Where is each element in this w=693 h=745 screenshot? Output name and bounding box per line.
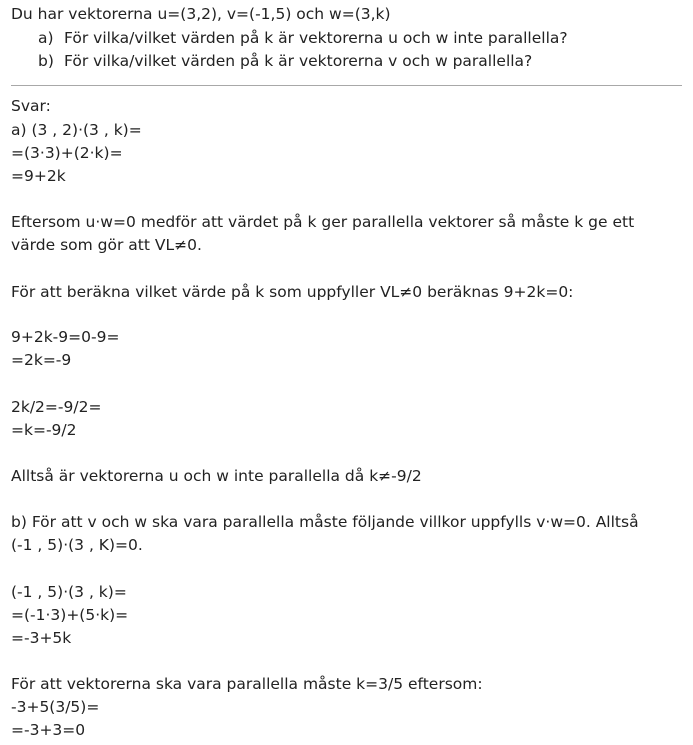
- answer-a-explanation-line: värde som gör att VL≠0.: [11, 236, 202, 254]
- divider: [11, 85, 682, 86]
- answer-a-step-intro: För att beräkna vilket värde på k som uppfyller VL≠0 beräknas 9+2k=0:: [11, 283, 574, 301]
- answer-a-step-line: =k=-9/2: [11, 421, 77, 439]
- answer-b-condition: För att vektorerna ska vara parallella måste k=3/5 eftersom:: [11, 675, 483, 693]
- answer-a-calc-line: a) (3 , 2)·(3 , k)=: [11, 121, 142, 139]
- answer-a-calc-line: =9+2k: [11, 167, 66, 185]
- question-item-a: [38, 26, 568, 50]
- question-item-a-text: För vilka/vilket värden på k är vektorerna u och w inte parallella?: [64, 29, 568, 47]
- question-item-a-marker: a): [38, 29, 54, 47]
- answer-b-calc-line: =(-1·3)+(5·k)=: [11, 606, 129, 624]
- answer-a-step-line: =2k=-9: [11, 351, 72, 369]
- answer-b-intro-line: (-1 , 5)·(3 , K)=0.: [11, 536, 143, 554]
- answer-a-step-line: 9+2k-9=0-9=: [11, 328, 120, 346]
- answer-a-step-line: 2k/2=-9/2=: [11, 398, 102, 416]
- answer-b-check-line: -3+5(3/5)=: [11, 698, 100, 716]
- answer-a-calc-line: =(3·3)+(2·k)=: [11, 144, 123, 162]
- question-intro: Du har vektorerna u=(3,2), v=(-1,5) och w=(3,k): [11, 5, 391, 23]
- answer-b-intro-line: b) För att v och w ska vara parallella måste följande villkor uppfylls v·w=0. Alltså: [11, 513, 639, 531]
- answer-a-explanation-line: Eftersom u·w=0 medför att värdet på k ger parallella vektorer så måste k ge ett: [11, 213, 635, 231]
- question-item-b-text: För vilka/vilket värden på k är vektorerna v och w parallella?: [64, 52, 533, 70]
- answer-b-calc-line: =-3+5k: [11, 629, 72, 647]
- answer-a-conclusion: Alltså är vektorerna u och w inte parallella då k≠-9/2: [11, 467, 422, 485]
- question-item-b-marker: b): [38, 52, 54, 70]
- answer-b-check-line: =-3+3=0: [11, 721, 86, 739]
- answer-heading: Svar:: [11, 97, 51, 115]
- question-item-b: [38, 49, 532, 73]
- answer-b-calc-line: (-1 , 5)·(3 , k)=: [11, 583, 127, 601]
